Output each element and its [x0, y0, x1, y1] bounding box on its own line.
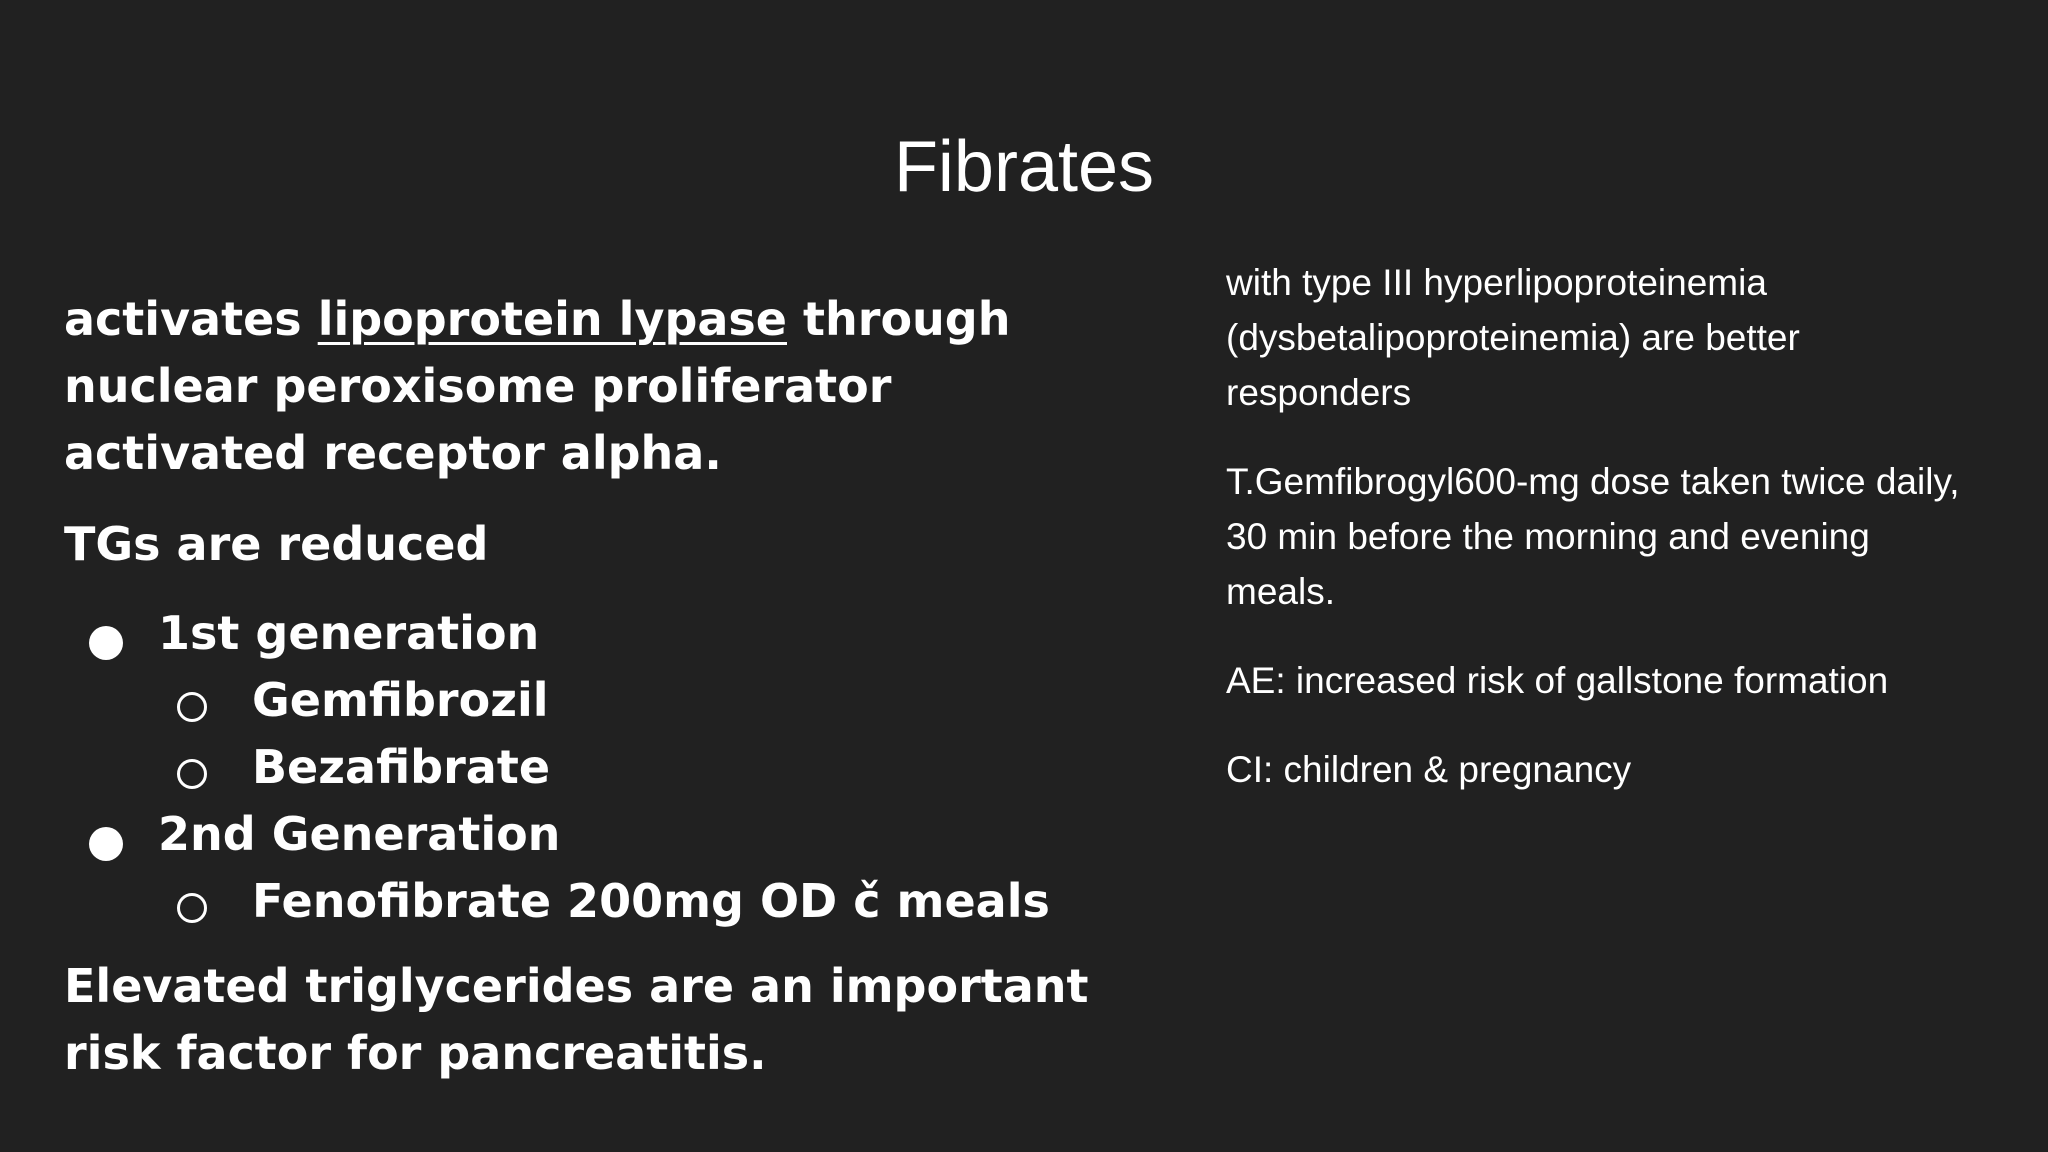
- contraindications-text: CI: children & pregnancy: [1226, 749, 1632, 790]
- list-item-label: 2nd Generation: [158, 807, 561, 861]
- slide-title: Fibrates: [893, 127, 1155, 207]
- mechanism-text-end: through nuclear peroxisome proliferator activated receptor alpha.: [64, 292, 1011, 480]
- generation-list: [64, 600, 1104, 935]
- hollow-bullet-icon: [177, 692, 207, 722]
- list-item-label: 1st generation: [158, 606, 540, 660]
- sub-list-item-fenofibrate: [158, 868, 1104, 935]
- sub-list-item-label: Bezafibrate: [252, 740, 551, 794]
- sub-list-item-gemfibrozil: [158, 667, 1104, 734]
- sub-list-item-label: Gemfibrozil: [252, 673, 549, 727]
- pancreatitis-risk-text: Elevated triglycerides are an important risk factor for pancreatitis.: [64, 959, 1089, 1080]
- responders-text: with type III hyperlipoproteinemia (dysbetalipoproteinemia) are better responders: [1226, 262, 1800, 413]
- sub-list-item-bezafibrate: [158, 734, 1104, 801]
- filled-bullet-icon: [89, 626, 123, 660]
- sub-list: [158, 667, 1104, 801]
- list-item-1st-generation: [64, 600, 1104, 801]
- adverse-effects-text: AE: increased risk of gallstone formation: [1226, 660, 1889, 701]
- hollow-bullet-icon: [177, 759, 207, 789]
- tgs-reduced-text: TGs are reduced: [64, 517, 489, 571]
- lipoprotein-lypase-link: lipoprotein lypase: [317, 292, 787, 346]
- sub-list: [158, 868, 1104, 935]
- mechanism-text-start: activates: [64, 292, 318, 346]
- hollow-bullet-icon: [177, 893, 207, 923]
- list-item-2nd-generation: [64, 801, 1104, 935]
- filled-bullet-icon: [89, 827, 123, 861]
- dosage-text: T.Gemfibrogyl600-mg dose taken twice daily, 30 min before the morning and evening meals.: [1226, 461, 1960, 612]
- mechanism-paragraph: [64, 286, 1104, 487]
- left-column: [64, 286, 1104, 1087]
- right-column: [1226, 255, 1986, 831]
- sub-list-item-label: Fenofibrate 200mg OD č meals: [252, 874, 1050, 928]
